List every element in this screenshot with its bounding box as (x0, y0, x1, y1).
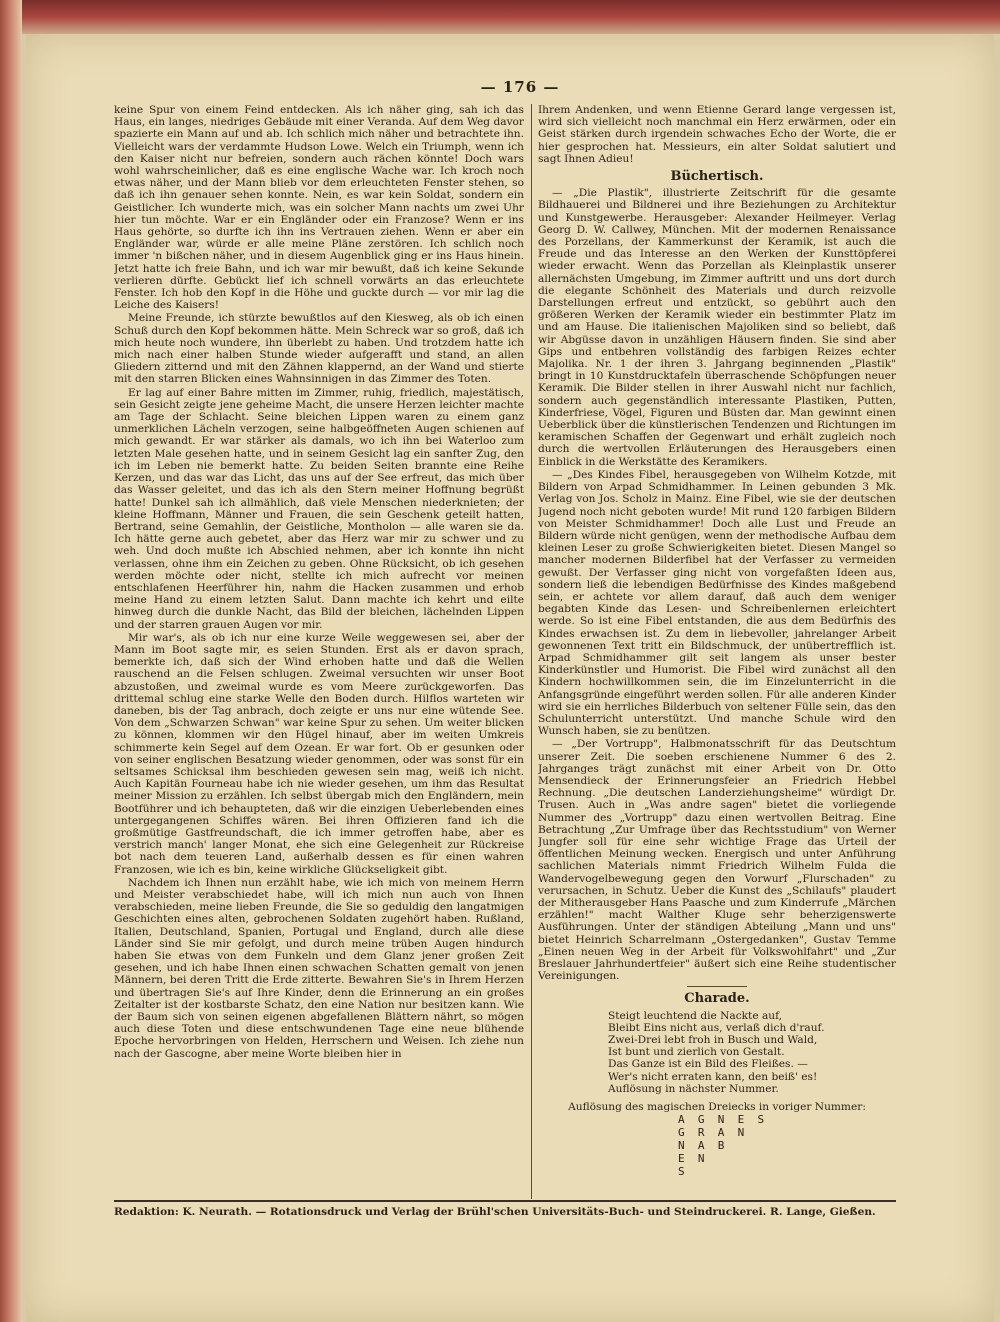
charade-heading: Charade. (684, 991, 750, 1007)
charade-line: Zwei-Drei lebt froh in Busch und Wald, (608, 1034, 818, 1047)
solution-heading: Auflösung des magischen Dreiecks in voriger Nummer: (568, 1101, 866, 1114)
triangle-row: E N (678, 1152, 705, 1166)
charade-line: Wer's nicht erraten kann, den beiß' es! (608, 1070, 818, 1083)
story-paragraph: keine Spur von einem Feind entdecken. Als ich näher ging, sah ich das Haus, ein langes, niedriges Gebäude mit einer Veranda. Auf dem Weg davor spazierte ein Mann auf und ab. Ich schlich mich näher und betrachtete ihn. Vielleicht wars der verdammte Hudson Lowe. Welch ein Triumph, wenn ich den Kaiser nicht nur befreien, sondern auch rächen könnte! Doch wars wohl wahrscheinlicher, daß es eine englische Wache war. Ich kroch noch etwas näher, und der Mann blieb vor dem erleuchteten Fenster stehen, so daß ich ihn genauer sehen konnte. Nein, es war kein Soldat, sondern ein Geistlicher. Ich wunderte mich, was ein solcher Mann nachts um zwei Uhr hier tun möchte. War er ein Engländer oder ein Franzose? Wenn er ins Haus gehörte, so durfte ich ihn ins Vertrauen ziehen. Wenn er aber ein Engländer war, würde er alle meine Pläne zerstören. Ich schlich noch immer 'n bißchen näher, und in diesem Augenblick ging er ins Haus hinein. Jetzt hatte ich freie Bahn, und ich war mir bewußt, daß ich keine Sekunde verlieren dürfte. Gebückt lief ich schnell vorwärts an das erleuchtete Fenster. Ich hob den Kopf in die Höhe und guckte durch — vor mir lag die Leiche des Kaisers! (114, 104, 524, 312)
triangle-row: N A B (678, 1139, 725, 1153)
left-column (114, 104, 524, 1189)
imprint-footer: Redaktion: K. Neurath. — Rotationsdruck und Verlag der Brühl'schen Universitäts-Buch- und Steindruckerei. R. Lange, Gießen. (114, 1206, 876, 1218)
charade-line: Bleibt Eins nicht aus, verlaß dich d'rauf. (608, 1021, 825, 1034)
triangle-row: G R A N (678, 1126, 745, 1140)
story-paragraph: Mir war's, als ob ich nur eine kurze Weile weggewesen sei, aber der Mann im Boot sagte mir, es seien Stunden. Erst als er davon sprach, bemerkte ich, daß sich der Wind erhoben hatte und daß die Wellen rauschend an die Felsen schlugen. Zweimal versuchten wir unser Boot abzustoßen, und zweimal wurde es vom Meere zurückgeworfen. Das drittemal schlug eine starke Welle den Boden durch. Hilflos warteten wir daneben, bis der Tag anbrach, doch zeigte er uns nur eine wütende See. Von dem „Schwarzen Schwan" war keine Spur zu sehen. Um weiter blicken zu können, klommen wir den Hügel hinauf, aber im weiten Umkreis schimmerte kein Segel auf dem Ozean. Er war fort. Ob er gesunken oder von seiner englischen Besatzung wieder genommen, oder was sonst für ein seltsames Schicksal ihm beschieden gewesen sein mag, weiß ich nicht. Auch Kapitän Fourneau habe ich nie wieder gesehen, um ihm das Resultat meiner Mission zu erzählen. Ich selbst übergab mich den Engländern, mein Bootführer und ich behaupteten, daß wir die einzigen Ueberlebenden eines untergegangenen Schiffes wären. Bei ihren Offizieren fand ich die großmütige Gastfreundschaft, die ich immer getroffen habe, aber es verstrich manch' langer Monat, ehe sich eine Gelegenheit zur Rückreise bot nach dem teueren Land, außerhalb dessen es für einen wahren Franzosen, wie ich es bin, keine wirkliche Glückseligkeit gibt. (114, 631, 524, 876)
page-number: — 176 — (480, 78, 560, 96)
footer-rule (114, 1200, 896, 1202)
story-ending: Ihrem Andenken, und wenn Etienne Gerard lange vergessen ist, wird sich vielleicht noch manchmal ein Herz erwärmen, oder ein Geist stärken durch irgendein schwaches Echo der Worte, die er hier gesprochen hat. Messieurs, ein alter Soldat salutiert und sagt Ihnen Adieu! (538, 104, 896, 165)
book-top-edge (22, 0, 1000, 34)
book-review: — „Die Plastik", illustrierte Zeitschrift für die gesamte Bildhauerei und Bildnerei und ihre Beziehungen zu Architektur und Kunstgewerbe. Herausgeber: Alexander Heilmeyer. Verlag Georg D. W. Callwey, München. Mit der modernen Renaissance des Porzellans, der Kammerkunst der Keramik, ist auch die Freude und das Interesse an den Werken der Kunsttöpferei wieder erwacht. Wenn das Porzellan als Kleinplastik unserer allernächsten Umgebung, im Zimmer auftritt und uns dort durch die elegante Schönheit des Materials und durch reizvolle Darstellungen erfreut und entzückt, so gebührt auch den größeren Werken der Keramik wieder ein bestimmter Platz im und am Hause. Die italienischen Majoliken sind so beliebt, daß wir Abgüsse davon in unzähligen Häusern finden. Sie sind aber Gips und entbehren vollständig des farbigen Reizes echter Majolika. Nr. 1 der ihren 3. Jahrgang beginnenden „Plastik" bringt in 10 Kunstdrucktafeln überraschende Schöpfungen neuer Keramik. Die Bilder stellen in ihrer Auswahl nicht nur fachlich, sondern auch gegenständlich interessante Plastiken, Putten, Kinderfriese, Vögel, Figuren und Büsten dar. Man gewinnt einen Ueberblick über die künstlerischen Tendenzen und Richtungen im keramischen Schaffen der Gegenwart und erhält zugleich noch durch die wertvollen Erläuterungen des Herausgebers einen Einblick in die Werkstätte des Keramikers. (538, 187, 896, 468)
charade-poem (608, 1010, 896, 1095)
magic-triangle (678, 1113, 896, 1178)
charade-line: Auflösung in nächster Nummer. (608, 1082, 779, 1095)
book-binding-edge (0, 0, 22, 1322)
story-paragraph: Meine Freunde, ich stürzte bewußtlos auf den Kiesweg, als ob ich einen Schuß durch den Kopf bekommen hätte. Mein Schreck war so groß, daß ich mich heute noch wundere, ihn überlebt zu haben. Und trotzdem hatte ich mich nach einer halben Stunde wieder aufgerafft und stand, an allen Gliedern zitternd und mit den Zähnen klappernd, an der Wand und stierte mit den starren Blicken eines Wahnsinnigen in das Zimmer des Toten. (114, 312, 524, 386)
book-section-heading: Büchertisch. (670, 169, 764, 185)
charade-line: Ist bunt und zierlich von Gestalt. (608, 1046, 785, 1059)
story-paragraph: Er lag auf einer Bahre mitten im Zimmer, ruhig, friedlich, majestätisch, sein Gesicht zeigte jene geheime Macht, die unsere Herzen leichter machte am Tage der Schlacht. Seine bleichen Lippen waren zu einem ganz unmerklichen Lächeln verzogen, seine halbgeöffneten Augen schienen auf mich gewandt. Er war stärker als damals, wo ich ihn bei Waterloo zum letzten Male gesehen hatte, und in seinem Gesicht lag ein sanfter Zug, den ich im Leben nie bemerkt hatte. Zu beiden Seiten brannte eine Reihe Kerzen, und das war das Licht, das uns auf der See erfreut, das mich über das Wasser geleitet, und das ich als den Stern meiner Hoffnung begrüßt hatte! Dunkel sah ich allmählich, daß viele Menschen niederknieten; der kleine Hoffmann, Männer und Frauen, die sein Geschenk geteilt hatten, Bertrand, seine Gemahlin, der Geistliche, Montholon — alle waren sie da. Ich hätte gerne auch gebetet, aber das Herz war mir zu schwer und zu weh. Und doch mußte ich Abschied nehmen, aber ich konnte ihn nicht verlassen, ohne ihm ein Zeichen zu geben. Ohne Rücksicht, ob ich gesehen werden möchte oder nicht, stellte ich mich aufrecht vor meinen entschlafenen Heerführer hin, nahm die Hacken zusammen und erhob meine Hand zu einem letzten Salut. Dann machte ich kehrt und eilte hinweg durch die dunkle Nacht, das Bild der bleichen, lächelnden Lippen und der starren grauen Augen vor mir. (114, 386, 524, 631)
book-review: — „Der Vortrupp", Halbmonatsschrift für das Deutschtum unserer Zeit. Die soeben erschienene Nummer 6 des 2. Jahrganges trägt zunächst mit einer Arbeit von Dr. Otto Mensendieck der Erinnerungsfeier an Friedrich Hebbel Rechnung. „Die deutschen Landerziehungsheime" würdigt Dr. Trusen. Auch in „Was andre sagen" bietet die vorliegende Nummer des „Vortrupp" dazu einen wertvollen Beitrag. Eine Betrachtung „Zur Umfrage über das Rechtsstudium" von Werner Jungfer soll für eine sehr wichtige Frage das Urteil der öffentlichen Meinung wecken. Energisch und unter Anführung sachlichen Materials nimmt Friedrich Wilhelm Fulda die Wandervogelbewegung gegen den Vorwurf „Flurschaden" zu verursachen, in Schutz. Ueber die Kunst des „Schilaufs" plaudert der Mitherausgeber Hans Paasche und zum Kinderrufe „Märchen erzählen!" macht Walther Kluge sehr beherzigenswerte Ausführungen. Unter der ständigen Abteilung „Mann und uns" bietet Heinrich Scharrelmann „Ostergedanken", Gustav Temme „Einen neuen Weg in der Arbeit für Volkswohlfahrt" und „Zur Breslauer Jahrhundertfeier" äußert sich eine Reihe studentischer Vereinigungen. (538, 738, 896, 983)
triangle-row: S (678, 1165, 685, 1179)
right-column (538, 104, 896, 1189)
story-paragraph: Nachdem ich Ihnen nun erzählt habe, wie ich mich von meinem Herrn und Meister verabschiedet habe, will ich mich nun auch von Ihnen verabschieden, meine lieben Freunde, die Sie so geduldig den langatmigen Geschichten eines alten, gebrochenen Soldaten zugehört haben. Rußland, Italien, Deutschland, Spanien, Portugal und England, durch alle diese Länder sind Sie mir gefolgt, und durch meine trüben Augen hindurch haben Sie etwas von dem Funkeln und dem Glanz jener großen Zeit gesehen, und ich habe Ihnen einen schwachen Schatten gemalt von jenen Männern, bei deren Tritt die Erde zitterte. Bewahren Sie's in Ihrem Herzen und übertragen Sie's auf Ihre Kinder, denn die Erinnerung an ein großes Zeitalter ist der kostbarste Schatz, den eine Nation nur besitzen kann. Wie der Baum sich von seinen eigenen abgefallenen Blättern nährt, so mögen auch diese Toten und diese entschwundenen Tage eine neue blühende Epoche hervorbringen von Helden, Herrschern und Weisen. Ich ziehe nun nach der Gascogne, aber meine Worte bleiben hier in (114, 876, 524, 1060)
charade-line: Steigt leuchtend die Nackte auf, (608, 1009, 783, 1022)
book-review: — „Des Kindes Fibel, herausgegeben von Wilhelm Kotzde, mit Bildern von Arpad Schmidhammer. In Leinen gebunden 3 Mk. Verlag von Jos. Scholz in Mainz. Eine Fibel, wie sie der deutschen Jugend noch nicht geboten wurde! Mit rund 120 farbigen Bildern von Meister Schmidhammer! Doch alle Lust und Freude an Bildern würde nicht genügen, wenn der methodische Aufbau dem kleinen Leser zu große Schwierigkeiten bietet. Diesen Mangel so mancher modernen Bilderfibel hat der Verfasser zu vermeiden gewußt. Der Verfasser ging nicht von vorgefaßten Ideen aus, sondern ließ die lebendigen Bedürfnisse des Kindes maßgebend sein, er achtete vor allem darauf, daß auch dem weniger begabten Kinde das Lesen- und Schreibenlernen erleichtert werde. So ist eine Fibel entstanden, die aus dem Bedürfnis des Kindes erwachsen ist. Zu dem in liebevoller, jahrelanger Arbeit gewonnenen Text tritt ein Bildschmuck, der unübertrefflich ist. Arpad Schmidhammer gilt seit langem als unser bester Kinderkünstler und Humorist. Die Fibel wird zunächst all den Kindern hochwillkommen sein, die im Einzelunterricht in die Anfangsgründe eingeführt werden sollen. Für alle anderen Kinder wird sie ein herrliches Bilderbuch von seltener Fülle sein, das den Schulunterricht unterstützt. Und manche Schule wird den Wunsch haben, sie zu benützen. (538, 468, 896, 738)
triangle-row: A G N E S (678, 1113, 765, 1127)
charade-line: Das Ganze ist ein Bild des Fleißes. — (608, 1058, 808, 1071)
section-rule (687, 986, 747, 987)
column-divider (531, 104, 532, 1199)
